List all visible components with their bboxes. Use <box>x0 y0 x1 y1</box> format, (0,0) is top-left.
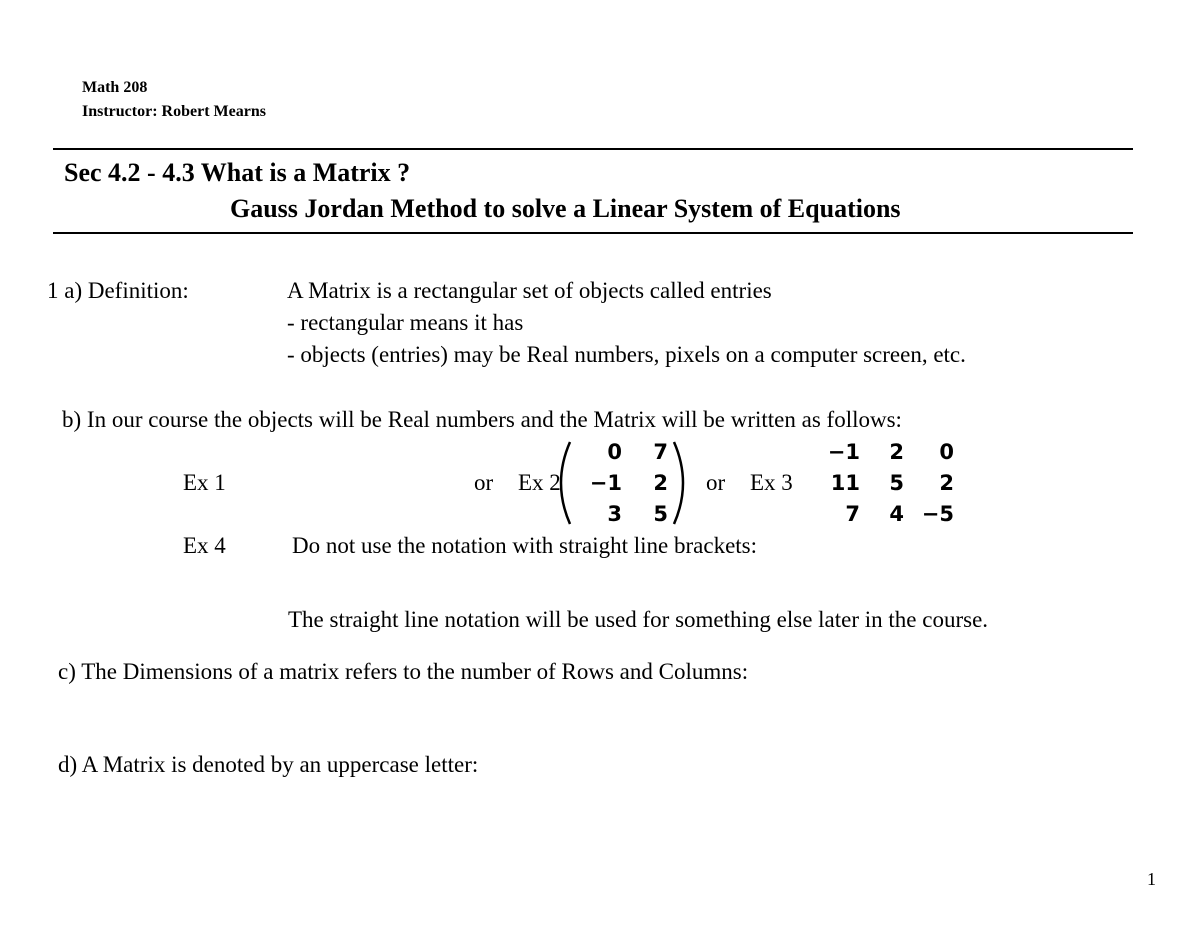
page-number: 1 <box>1147 869 1156 889</box>
ex1-label: Ex 1 <box>183 470 226 495</box>
ex3-cell-r2c3: 2 <box>939 471 954 495</box>
ex3-cell-r2c2: 5 <box>889 471 904 495</box>
ex3-matrix <box>820 440 970 530</box>
section-title: Sec 4.2 - 4.3 What is a Matrix ? <box>64 158 411 187</box>
section-b-text: b) In our course the objects will be Real numbers and the Matrix will be written as follows: <box>62 407 902 432</box>
ex2-cell-r1c2: 7 <box>653 440 668 464</box>
ex3-cell-r3c1: 7 <box>845 502 860 526</box>
ex3-cell-r1c2: 2 <box>889 440 904 464</box>
ex2-label: Ex 2 <box>518 470 561 495</box>
section-subtitle: Gauss Jordan Method to solve a Linear System of Equations <box>230 194 901 223</box>
ex2-cell-r3c2: 5 <box>653 502 668 526</box>
definition-line-1: A Matrix is a rectangular set of objects called entries <box>287 278 772 303</box>
definition-line-2: - rectangular means it has <box>287 310 524 335</box>
or-label-1: or <box>474 470 494 495</box>
definition-label: 1 a) Definition: <box>47 278 189 303</box>
left-paren-shape <box>561 442 570 524</box>
ex4-label: Ex 4 <box>183 533 226 558</box>
title-bottom-rule <box>53 232 1133 234</box>
ex2-matrix <box>584 440 684 530</box>
instructor-label: Instructor: Robert Mearns <box>82 103 266 120</box>
ex2-cell-r3c1: 3 <box>607 502 622 526</box>
ex2-cell-r2c2: 2 <box>653 471 668 495</box>
ex3-label: Ex 3 <box>750 470 793 495</box>
ex3-cell-r3c2: 4 <box>889 502 904 526</box>
ex3-cell-r3c3: −5 <box>921 502 954 526</box>
ex2-cell-r1c1: 0 <box>607 440 622 464</box>
section-d-text: d) A Matrix is denoted by an uppercase letter: <box>58 752 479 777</box>
ex4-text: Do not use the notation with straight line brackets: <box>292 533 758 558</box>
or-label-2: or <box>706 470 726 495</box>
section-c-text: c) The Dimensions of a matrix refers to the number of Rows and Columns: <box>58 659 749 684</box>
definition-line-3: - objects (entries) may be Real numbers, pixels on a computer screen, etc. <box>287 342 966 367</box>
straight-line-note: The straight line notation will be used for something else later in the course. <box>288 607 989 632</box>
ex3-cell-r1c1: −1 <box>827 440 860 464</box>
ex3-cell-r2c1: 11 <box>830 471 860 495</box>
ex3-cell-r1c3: 0 <box>939 440 954 464</box>
course-label: Math 208 <box>82 79 148 96</box>
ex2-cell-r2c1: −1 <box>589 471 622 495</box>
title-top-rule <box>53 148 1133 150</box>
